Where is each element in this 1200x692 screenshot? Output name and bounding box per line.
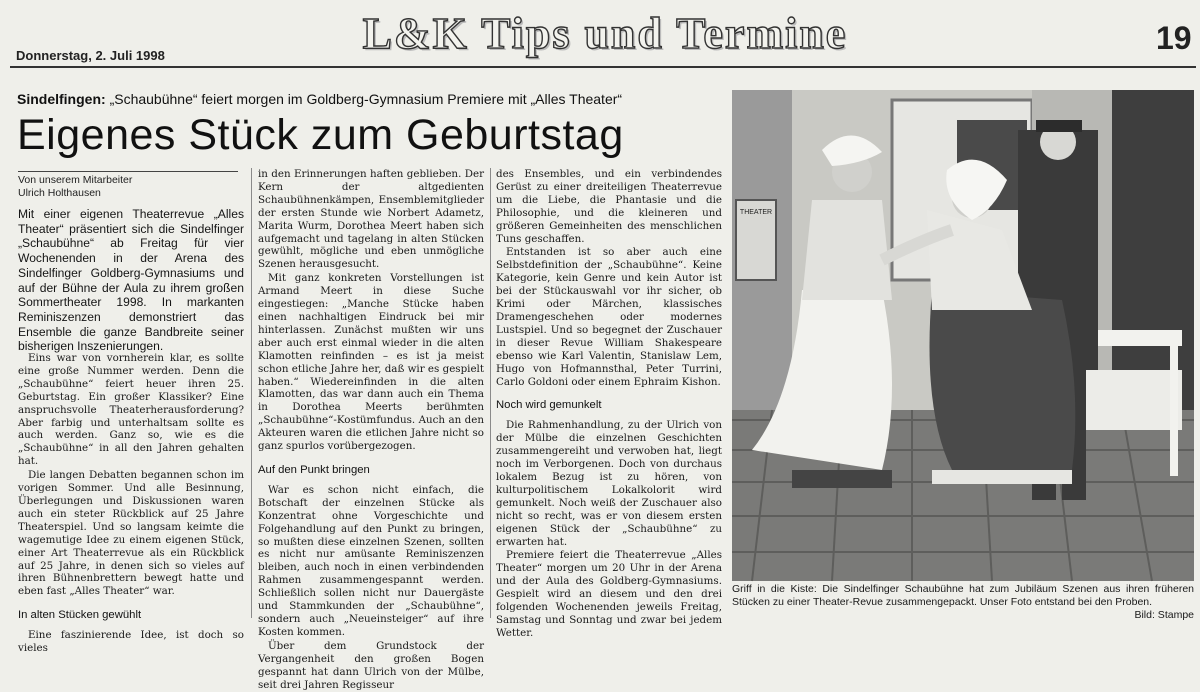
body-paragraph: in den Erinnerungen haften geblieben. Der Kern der altgedienten Schaubühnenkämpen, Ensemblemitglieder der ersten Stunde wie Norbert Adametz, Marita Wurm, Dorothea Meert haben sich aufgemacht und tagelang in alten Stücken gewühlt, mögliche und eben unmögliche Szenen herausgesucht. bbox=[258, 168, 484, 271]
article-intro: Mit einer eigenen Theaterrevue „Alles Theater“ präsentiert sich die Sindelfinger „Schaubühne“ ab Freitag für vier Wochenenden in der Arena des Sindelfinger Goldberg-Gymnasiums und auf der Bühne der Aula zu ihrem großen Sommertheater 1998. In markanten Reminiszenzen demonstriert das Ensemble die ganze Bandbreite seiner bisherigen Inszenierungen. bbox=[18, 207, 244, 354]
article-kicker bbox=[17, 91, 622, 107]
article-column-3 bbox=[496, 168, 722, 641]
byline-rule bbox=[18, 171, 238, 172]
header-rule bbox=[10, 66, 1196, 68]
body-paragraph: Eine faszinierende Idee, ist doch so vieles bbox=[18, 629, 244, 655]
article-byline bbox=[18, 174, 238, 200]
issue-date: Donnerstag, 2. Juli 1998 bbox=[16, 48, 165, 63]
body-paragraph: Premiere feiert die Theaterrevue „Alles Theater“ morgen um 20 Uhr in der Arena und der Aula des Goldberg-Gymnasiums. Gespielt wird an diesem und den drei folgenden Wochenenden jeweils Freitag, Samstag und Sonntag und zwar bei jedem Wetter. bbox=[496, 549, 722, 639]
page-number: 19 bbox=[1156, 20, 1192, 56]
body-paragraph: Entstanden ist so aber auch eine Selbstdefinition der „Schaubühne“. Keine Kategorie, kein Genre und kein Autor ist bei der Stückauswahl vor ihr sicher, ob Krimi oder Märchen, klassisches Dramengeschehen oder modernes Lustspiel. Und so begegnet der Zuschauer in dieser Revue William Shakespeare ebenso wie Karl Valentin, Stanislaw Lem, Hugo von Hofmannsthal, Peter Turrini, Carlo Goldoni oder einem Ephraim Kishon. bbox=[496, 246, 722, 388]
body-paragraph: Die Rahmenhandlung, zu der Ulrich von der Mülbe die einzelnen Geschichten zusammengereiht und verwoben hat, liegt noch im Verborgenen. Doch von durchaus lokalem Bezug ist zu hören, von kulturpolitischem Lokalkolorit wird gemunkelt. Noch weiß der Zuschauer also nicht so recht, was er von diesem ersten eigenen Stück der „Schaubühne“ zu erwarten hat. bbox=[496, 419, 722, 548]
article-headline: Eigenes Stück zum Geburtstag bbox=[17, 111, 624, 159]
article-column-1 bbox=[18, 352, 244, 656]
rehearsal-photo-illustration bbox=[732, 90, 1194, 581]
masthead-title: L&K Tips und Termine bbox=[362, 9, 848, 58]
caption-text: Griff in die Kiste: Die Sindelfinger Schaubühne hat zum Jubiläum Szenen aus ihren früheren Stücken zu einer Theater-Revue zusammengepackt. Unser Foto entstand bei den Proben. bbox=[732, 583, 1194, 608]
body-paragraph: Eins war von vornherein klar, es sollte eine große Nummer werden. Denn die „Schaubühne“ feiert heuer ihren 25. Geburtstag. Ein großer Klassiker? Eine anspruchsvolle Theaterherausforderung? Aber farbig und unterhaltsam sollte es auch werden. Ganz so, wie es die „Schaubühne“ in all den Jahren gehalten hat. bbox=[18, 352, 244, 468]
column-rule bbox=[251, 168, 252, 618]
subheading: Noch wird gemunkelt bbox=[496, 399, 602, 412]
byline-role: Von unserem Mitarbeiter bbox=[18, 174, 133, 186]
body-paragraph: Über dem Grundstock der Vergangenheit den großen Bogen gespannt hat dann Ulrich von der Mülbe, seit drei Jahren Regisseur bbox=[258, 639, 484, 691]
subheading: Auf den Punkt bringen bbox=[258, 463, 370, 476]
kicker-place: Sindelfingen: bbox=[17, 91, 106, 107]
byline-author: Ulrich Holthausen bbox=[18, 187, 101, 199]
body-paragraph: Mit ganz konkreten Vorstellungen ist Armand Meert in diese Suche eingestiegen: „Manche Stücke haben einen nachhaltigen Eindruck bei mir hinterlassen. Zunächst mußten wir uns aber auch erst einmal wieder in die alten Klamotten reinfinden – es ist ja meist schon etliche Jahre her, daß wir es gespielt haben.“ Wiedereinfinden in die alten Klamotten, das war dann auch ein Thema in Dorothea Meerts berühmten „Schaubühne“-Kostümfundus. Auch an den Akteuren waren die etlichen Jahre nicht so ganz spurlos vorübergezogen. bbox=[258, 272, 484, 453]
sign-text: THEATER bbox=[739, 209, 773, 216]
kicker-text: „Schaubühne“ feiert morgen im Goldberg-Gymnasium Premiere mit „Alles Theater“ bbox=[109, 91, 623, 107]
column-rule bbox=[490, 168, 491, 618]
photo-caption bbox=[732, 583, 1194, 621]
body-paragraph: des Ensembles, und ein verbindendes Gerüst zu einer dreiteiligen Theaterrevue um die Liebe, die Phantasie und die Philosophie, und die kleineren und größeren Gemeinheiten des menschlichen Tuns geschaffen. bbox=[496, 168, 722, 245]
body-paragraph: Die langen Debatten begannen schon im vorigen Sommer. Und alle Besinnung, Überlegungen und Diskussionen waren auch ein steter Rückblick auf 25 Jahre Theaterspiel. Und so langsam keimte die wagemutige Idee zu einem eigenen Stück, einer Art Theaterrevue als ein Rückblick auf 25 Jahre, in denen sich so vieles auf ihren Bühnenbrettern bewegt hatte und eben fast „Alles Theater“ war. bbox=[18, 469, 244, 598]
article-photo bbox=[732, 90, 1194, 581]
photo-credit: Bild: Stampe bbox=[1134, 608, 1194, 621]
subheading: In alten Stücken gewühlt bbox=[18, 609, 142, 622]
article-column-2 bbox=[258, 168, 484, 692]
page-header bbox=[0, 0, 1200, 70]
body-paragraph: War es schon nicht einfach, die Botschaft der einzelnen Stücke als Konzentrat ohne Vorgeschichte und Folgehandlung auf den Punkt zu bringen, so mußten diese einzelnen Szenen, sollten es nicht nur amüsante Reminiszenzen bleiben, auch noch in einen verbindenden Rahmen zusammengespannt werden. Schließlich sollen nicht nur Dauergäste und Stammkunden der „Schaubühne“, sondern auch „Neueinsteiger“ auf ihre Kosten kommen. bbox=[258, 483, 484, 638]
